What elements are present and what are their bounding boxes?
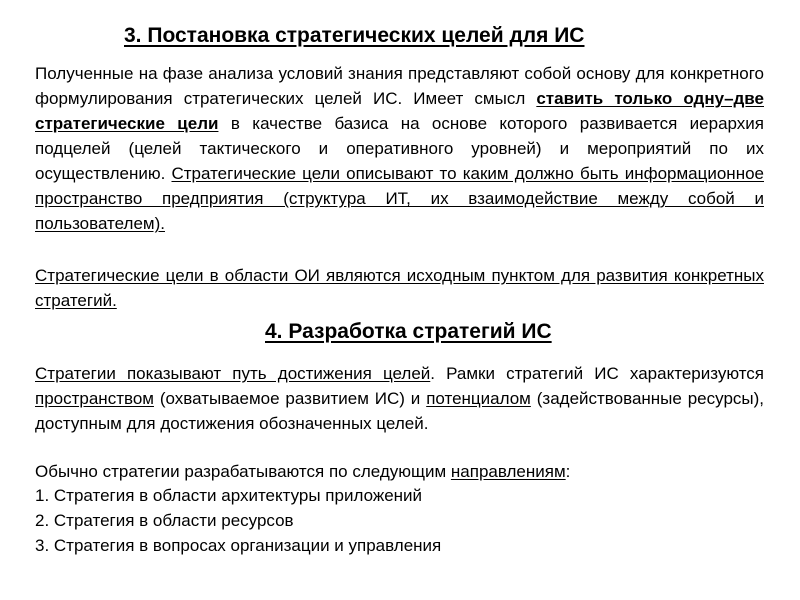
- space-term: пространством: [35, 389, 154, 408]
- list-item: 1. Стратегия в области архитектуры приложений: [35, 486, 423, 505]
- goals-basis-text: в качестве базиса на основе которого развивается иерархия подцелей (целей тактического и оперативного уровней) и мероприятий по их осуществлению.: [35, 114, 764, 183]
- section-3-paragraph-goals: [35, 61, 764, 236]
- section-3-title: 3. Постановка стратегических целей для ИС: [124, 24, 585, 47]
- directions-colon: :: [565, 462, 571, 481]
- section-3-paragraph-oi: Стратегические цели в области ОИ являются исходным пунктом для развития конкретных стратегий.: [35, 266, 764, 310]
- list-item: 2. Стратегия в области ресурсов: [35, 511, 294, 530]
- potential-term: потенциалом: [426, 389, 531, 408]
- section-4-paragraph-strategies: [35, 361, 764, 436]
- strategies-path-text: Стратегии показывают путь достижения целей: [35, 364, 431, 383]
- section-4-title: 4. Разработка стратегий ИС: [265, 320, 552, 343]
- directions-intro: [35, 459, 764, 484]
- directions-term: направлениям: [450, 462, 566, 481]
- list-item: 3. Стратегия в вопросах организации и управления: [35, 536, 442, 555]
- space-explanation-text: (охватываемое развитием ИС) и: [153, 389, 427, 408]
- goals-emphasis-text: ставить только одну–две стратегические цели: [35, 89, 764, 133]
- strategies-frame-text: . Рамки стратегий ИС характеризуются: [430, 364, 764, 383]
- goals-description-text: Стратегические цели описывают то каким должно быть информационное пространство предприятия (структура ИТ, их взаимодействие между собой и пользователем).: [35, 164, 764, 233]
- potential-explanation-text: (задействованные ресурсы), доступным для достижения обозначенных целей.: [35, 389, 764, 433]
- goals-intro-text: Полученные на фазе анализа условий знания представляют собой основу для конкретного формулирования стратегических целей ИС. Имеет смысл: [35, 64, 764, 108]
- directions-intro-text: Обычно стратегии разрабатываются по следующим: [35, 462, 451, 481]
